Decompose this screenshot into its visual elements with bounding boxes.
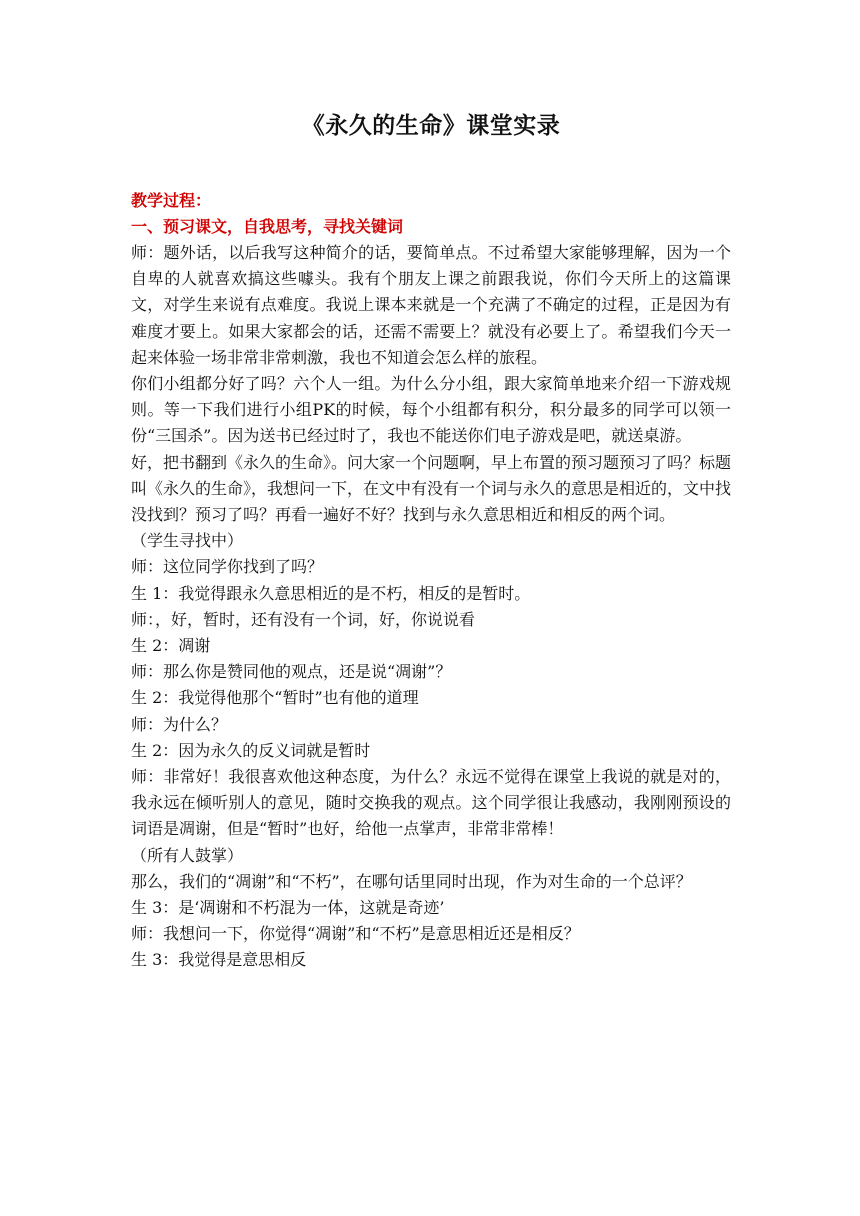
paragraph: 师：为什么？ (131, 714, 228, 734)
paragraph: 你们小组都分好了吗？六个人一组。为什么分小组，跟大家简单地来介绍一下游戏规则。等一下我们进行小组PK的时候，每个小组都有积分，积分最多的同学可以领一份“三国杀”。因为送书已经过时了，我也不能送你们电子游戏是吧，就送桌游。 (131, 374, 731, 446)
paragraph: 师：这位同学你找到了吗？ (131, 557, 324, 577)
paragraph: 生 2：因为永久的反义词就是暂时 (131, 740, 371, 760)
paragraph: 师：题外话，以后我写这种简介的话，要简单点。不过希望大家能够理解，因为一个自卑的人就喜欢搞这些噱头。我有个朋友上课之前跟我说，你们今天所上的这篇课文，对学生来说有点难度。我说上课本来就是一个充满了不确定的过程，正是因为有难度才要上。如果大家都会的话，还需不需要上？就没有必要上了。希望我们今天一起来体验一场非常非常刺激，我也不知道会怎么样的旅程。 (131, 243, 731, 367)
paragraph: 生 1：我觉得跟永久意思相近的是不朽，相反的是暂时。 (131, 583, 531, 603)
paragraph: 师：非常好！我很喜欢他这种态度，为什么？永远不觉得在课堂上我说的就是对的，我永远在倾听别人的意见，随时交换我的观点。这个同学很让我感动，我刚刚预设的词语是凋谢，但是“暂时”也好，给他一点掌声，非常非常棒！ (131, 767, 731, 839)
paragraph: 生 3：是‘凋谢和不朽混为一体，这就是奇迹’ (131, 898, 445, 918)
document-page (131, 110, 731, 974)
section-heading: 一、预习课文，自我思考，寻找关键词 (131, 217, 404, 236)
document-title: 《永久的生命》课堂实录 (301, 112, 561, 139)
paragraph: （所有人鼓掌） (131, 845, 244, 865)
paragraph: 师：那么你是赞同他的观点，还是说“凋谢”？ (131, 662, 452, 682)
paragraph: 师：，好，暂时，还有没有一个词，好，你说说看 (131, 609, 476, 629)
transcript-body (131, 240, 731, 974)
paragraph: 生 2：我觉得他那个“暂时”也有他的道理 (131, 688, 419, 708)
paragraph: 师：我想问一下，你觉得“凋谢”和“不朽”是意思相近还是相反？ (131, 924, 580, 944)
paragraph: （学生寻找中） (131, 531, 244, 551)
paragraph: 那么，我们的“凋谢”和“不朽”，在哪句话里同时出现，作为对生命的一个总评？ (131, 871, 692, 891)
section-label: 教学过程： (131, 191, 212, 210)
paragraph: 生 2：凋谢 (131, 636, 211, 656)
paragraph: 好，把书翻到《永久的生命》。问大家一个问题啊，早上布置的预习题预习了吗？标题叫《永久的生命》，我想问一下，在文中有没有一个词与永久的意思是相近的，文中找没找到？预习了吗？再看一遍好不好？找到与永久意思相近和相反的两个词。 (131, 452, 732, 525)
paragraph: 生 3：我觉得是意思相反 (131, 950, 307, 970)
